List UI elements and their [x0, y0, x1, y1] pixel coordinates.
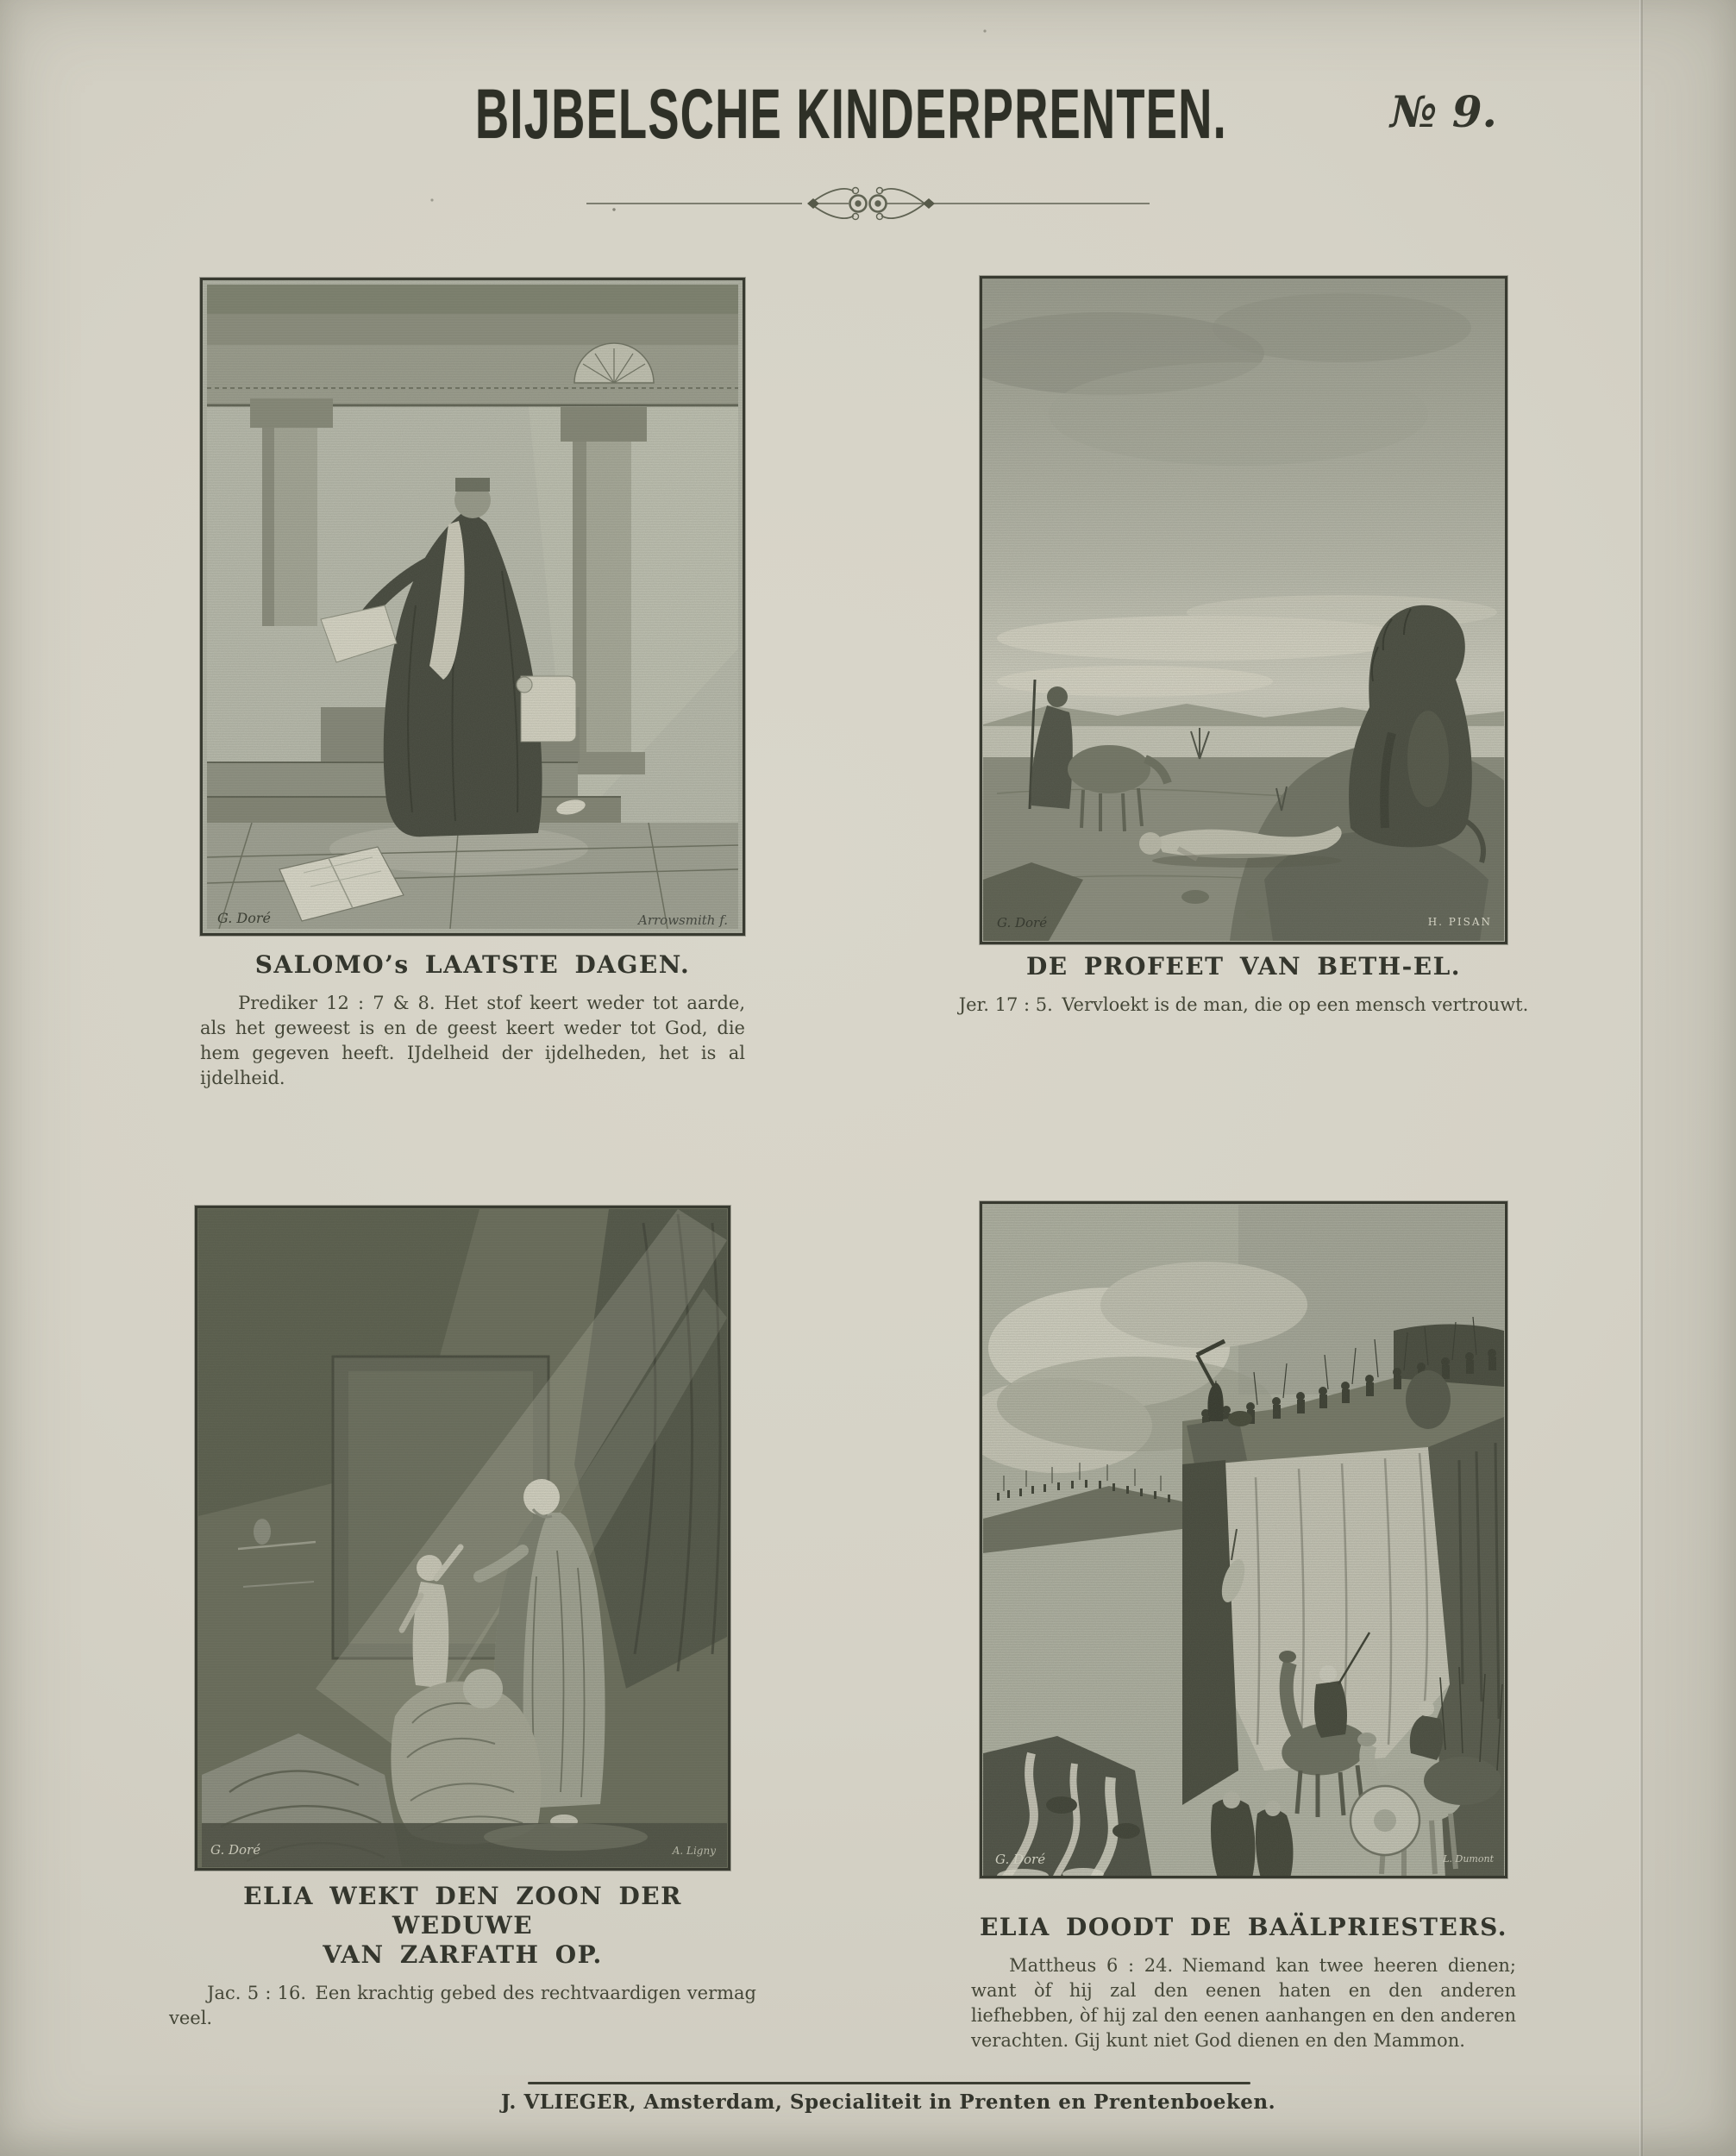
- print-title: SALOMO’s LAATSTE DAGEN.: [254, 950, 691, 979]
- engraving-profeet-bethel: [980, 276, 1507, 944]
- issue-number: № 9.: [1390, 86, 1497, 137]
- artist-signature: G. Doré: [995, 1852, 1046, 1867]
- print-verse: Jer. 17 : 5. Vervloekt is de man, die op een mensch vertrouwt.: [958, 994, 1529, 1016]
- artist-signature: G. Doré: [997, 915, 1048, 931]
- caption-elia-baalpriesters: [971, 1913, 1516, 2053]
- engraver-signature: H. PISAN: [1427, 916, 1492, 928]
- engraving-elia-baalpriesters: [980, 1201, 1507, 1878]
- print-title-line2: VAN ZARFATH OP.: [323, 1940, 603, 1970]
- print-verse: Jac. 5 : 16. Een krachtig gebed des rechtvaardigen vermag veel.: [169, 1983, 756, 2029]
- publisher-line: J. VLIEGER, Amsterdam, Specialiteit in Prenten en Prentenboeken.: [500, 2090, 1276, 2114]
- print-verse: Mattheus 6 : 24. Niemand kan twee heeren dienen; want òf hij zal den eenen haten en den anderen liefhebben, òf hij zal den eenen aanhangen en den anderen verachten. Gij kunt niet God dienen en den Mammon.: [971, 1955, 1516, 2052]
- artist-signature: G. Doré: [210, 1842, 261, 1858]
- page-edge-strip: [1644, 0, 1736, 2156]
- footer-rule: [528, 2082, 1250, 2084]
- print-title: ELIA DOODT DE BAÄLPRIESTERS.: [979, 1913, 1508, 1941]
- print-verse: Prediker 12 : 7 & 8. Het stof keert weder tot aarde, als het geweest is en de geest keert weder tot God, die hem gegeven heeft. IJdelheid der ijdelheden, het is al ijdelheid.: [200, 993, 745, 1089]
- engraving-elia-weduwe: [195, 1206, 730, 1871]
- print-title: DE PROFEET VAN BETH-EL.: [1025, 952, 1462, 981]
- print-title: [169, 1882, 756, 1970]
- caption-elia-weduwe: [169, 1882, 756, 2031]
- caption-salomo: [200, 950, 745, 1091]
- engraver-signature: Arrowsmith f.: [637, 912, 728, 928]
- engraver-signature: L. Dumont: [1443, 1853, 1494, 1865]
- ornament-divider: [585, 179, 1151, 224]
- caption-profeet-bethel: [945, 952, 1542, 1018]
- print-title-line1: ELIA WEKT DEN ZOON DER WEDUWE: [243, 1882, 682, 1940]
- artist-signature: G. Doré: [217, 910, 271, 926]
- paper-crease: [1639, 0, 1644, 2156]
- page-title: BIJBELSCHE KINDERPRENTEN.: [475, 75, 1227, 154]
- engraving-salomo: [200, 278, 745, 936]
- engraver-signature: A. Ligny: [672, 1845, 716, 1857]
